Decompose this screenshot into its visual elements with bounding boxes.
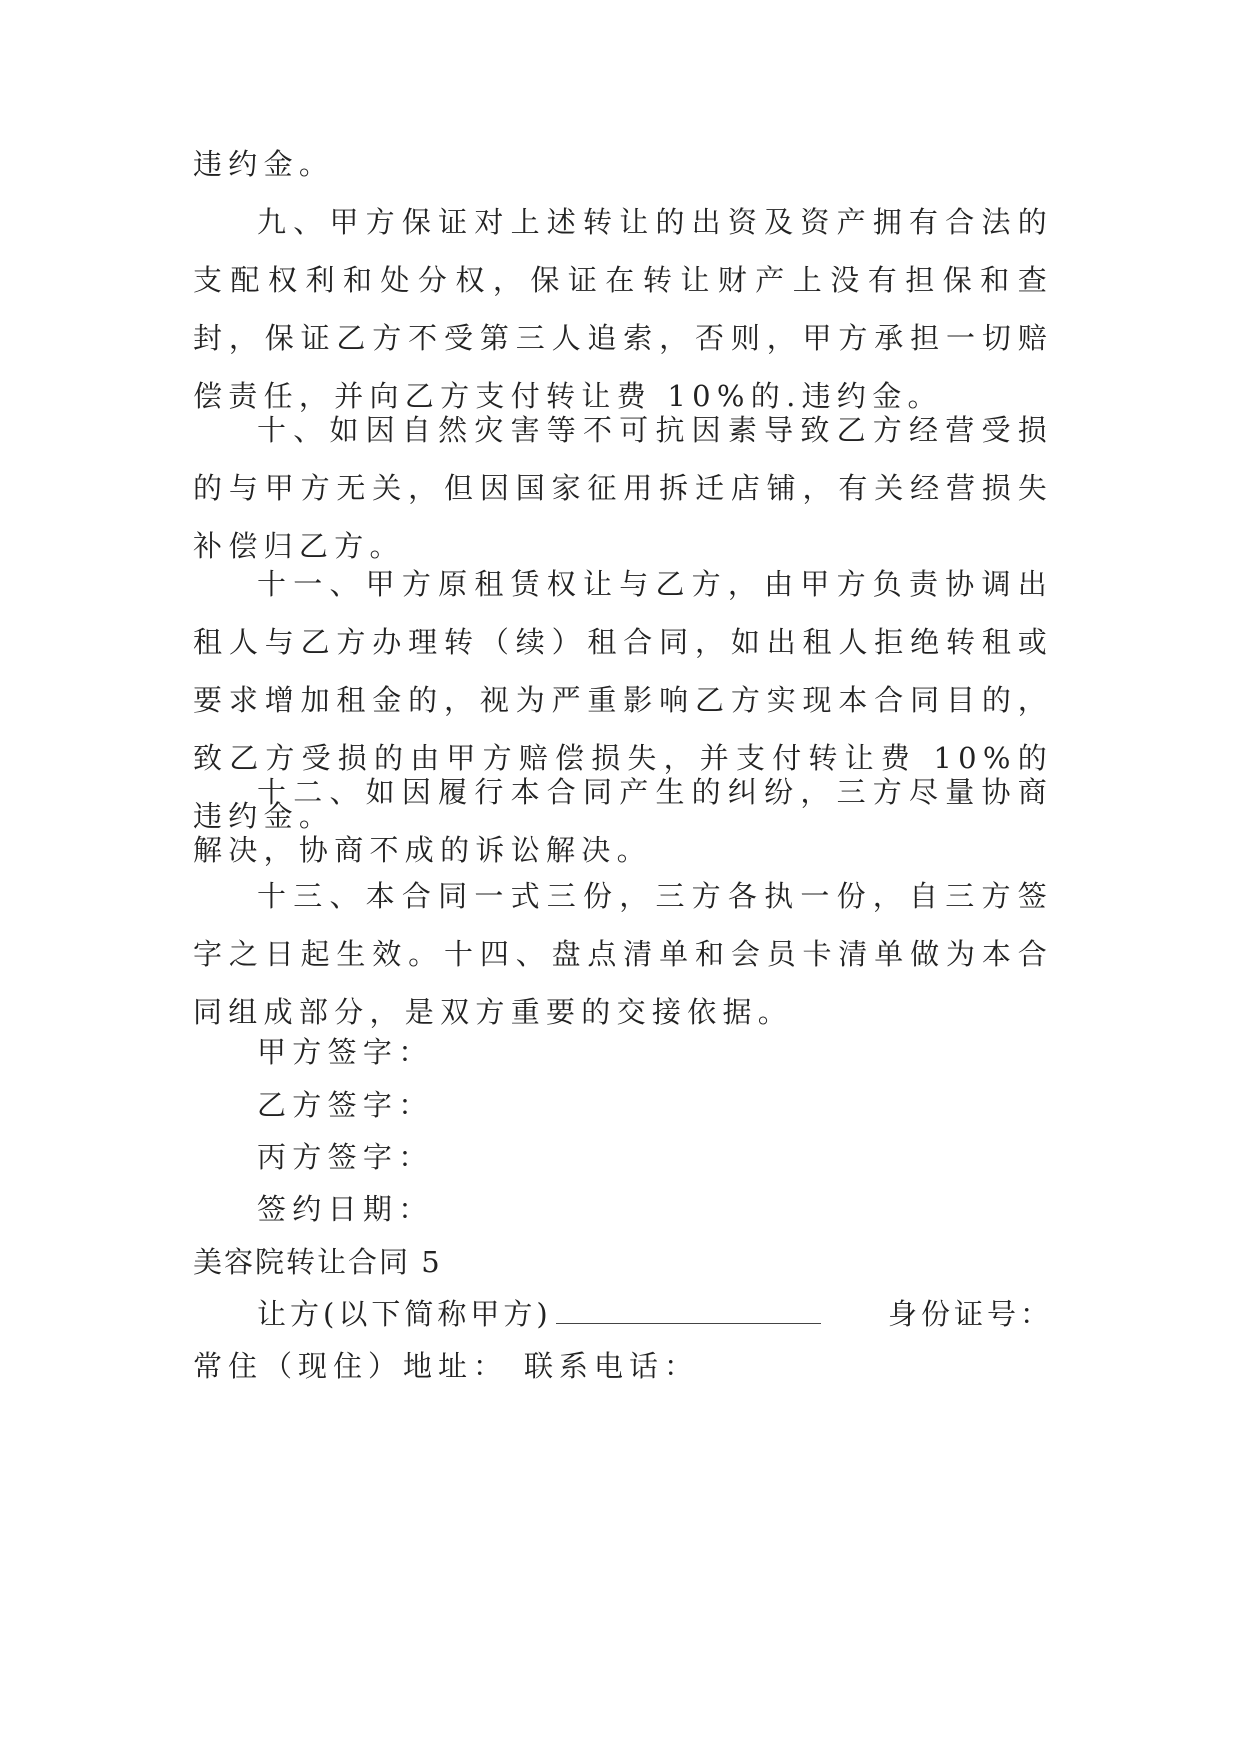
clause-nine: 九、甲方保证对上述转让的出资及资产拥有合法的支配权利和处分权，保证在转让财产上没有担保和查封，保证乙方不受第三人追索，否则，甲方承担一切赔偿责任，并向乙方支付转让费 10%的.违约金。 — [193, 205, 1053, 413]
clause-twelve: 十二、如因履行本合同产生的纠纷，三方尽量协商解决，协商不成的诉讼解决。 — [193, 775, 1053, 867]
clause-ten: 十、如因自然灾害等不可抗因素导致乙方经营受损的与甲方无关，但因国家征用拆迁店铺，有关经营损失补偿归乙方。 — [193, 413, 1053, 563]
address-label: 常住（现住）地址： — [193, 1349, 509, 1383]
signature-party-b: 乙方签字： — [257, 1088, 434, 1122]
paragraph-penalty-tail: 违约金。 — [193, 147, 335, 181]
transferor-group — [257, 1285, 821, 1343]
transferor-blank-field — [556, 1295, 821, 1324]
phone-label: 联系电话： — [524, 1349, 700, 1383]
transferor-line — [257, 1285, 1053, 1343]
clause-thirteen-fourteen: 十三、本合同一式三份，三方各执一份，自三方签字之日起生效。十四、盘点清单和会员卡清单做为本合同组成部分，是双方重要的交接依据。 — [193, 879, 1053, 1029]
contract-title: 美容院转让合同 5 — [193, 1245, 442, 1279]
id-number-label: 身份证号： — [887, 1297, 1053, 1331]
signature-party-c: 丙方签字： — [257, 1140, 434, 1174]
address-line — [193, 1337, 699, 1395]
transferor-label: 让方(以下简称甲方) — [257, 1297, 552, 1331]
signing-date: 签约日期： — [257, 1192, 434, 1226]
clause-eleven: 十一、甲方原租赁权让与乙方，由甲方负责协调出租人与乙方办理转（续）租合同，如出租人拒绝转租或要求增加租金的，视为严重影响乙方实现本合同目的，致乙方受损的由甲方赔偿损失，并支付转让费 10%的违约金。 — [193, 567, 1053, 833]
signature-party-a: 甲方签字： — [257, 1035, 434, 1069]
